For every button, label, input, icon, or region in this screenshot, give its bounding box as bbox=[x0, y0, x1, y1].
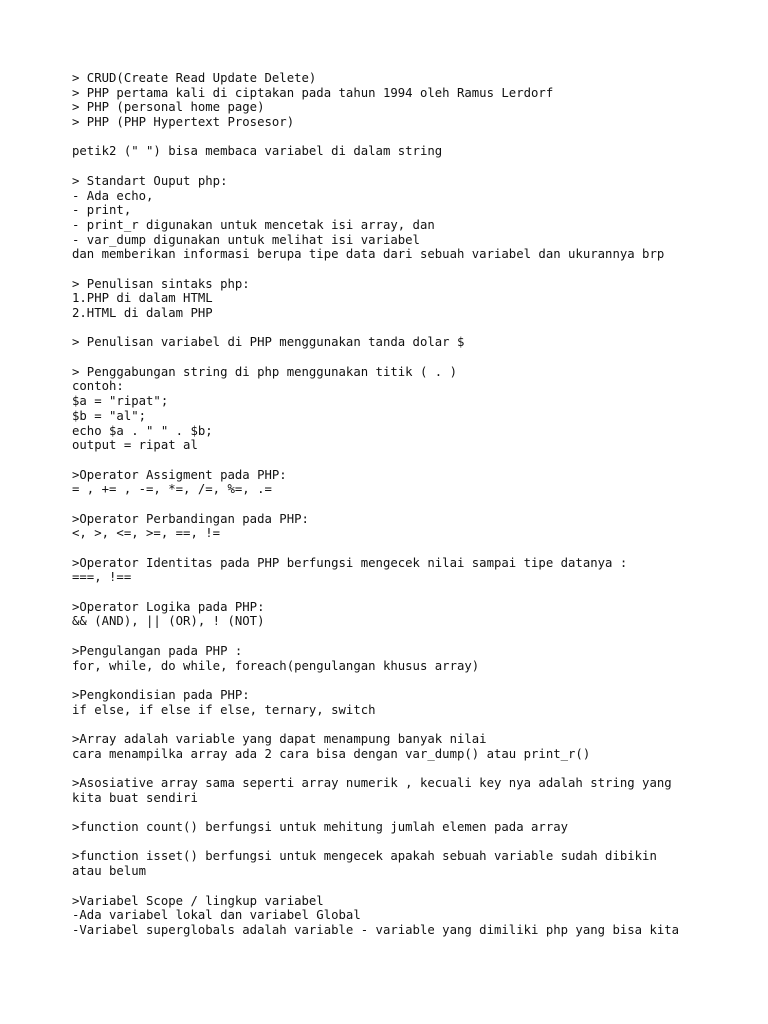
blank-line bbox=[72, 541, 762, 556]
text-line: kita buat sendiri bbox=[72, 790, 198, 805]
text-line: = , += , -=, *=, /=, %=, .= bbox=[72, 482, 272, 497]
text-line: - var_dump digunakan untuk melihat isi variabel bbox=[72, 232, 420, 247]
text-line: > PHP pertama kali di ciptakan pada tahun 1994 oleh Ramus Lerdorf bbox=[72, 85, 554, 100]
text-line: >Operator Perbandingan pada PHP: bbox=[72, 511, 309, 526]
text-line: - print, bbox=[72, 203, 132, 218]
blank-line bbox=[72, 453, 762, 468]
text-line: > Standart Ouput php: bbox=[72, 173, 228, 188]
text-line: 2.HTML di dalam PHP bbox=[72, 306, 213, 320]
blank-line bbox=[72, 673, 762, 688]
text-line: > PHP (personal home page) bbox=[72, 100, 265, 115]
text-line: >Operator Logika pada PHP: bbox=[72, 599, 265, 614]
blank-line bbox=[72, 835, 762, 850]
text-line: 1.PHP di dalam HTML bbox=[72, 291, 213, 306]
blank-line bbox=[72, 497, 762, 512]
blank-line bbox=[72, 321, 762, 336]
text-line: > Penggabungan string di php menggunakan titik ( . ) bbox=[72, 364, 457, 379]
text-line: > CRUD(Create Read Update Delete) bbox=[72, 71, 317, 85]
text-line: >Array adalah variable yang dapat menampung banyak nilai bbox=[72, 731, 487, 746]
text-line: if else, if else if else, ternary, switch bbox=[72, 702, 376, 717]
text-line: output = ripat al bbox=[72, 438, 198, 453]
text-line: <, >, <=, >=, ==, != bbox=[72, 526, 221, 541]
blank-line bbox=[72, 262, 762, 277]
text-line: dan memberikan informasi berupa tipe data dari sebuah variabel dan ukurannya brp bbox=[72, 247, 665, 262]
text-line: - Ada echo, bbox=[72, 188, 154, 203]
blank-line bbox=[72, 585, 762, 600]
text-line: >Operator Assigment pada PHP: bbox=[72, 467, 287, 482]
text-line: >function count() berfungsi untuk mehitung jumlah elemen pada array bbox=[72, 820, 569, 835]
blank-line bbox=[72, 629, 762, 644]
blank-line bbox=[72, 805, 762, 820]
blank-line bbox=[72, 130, 762, 145]
text-line: - print_r digunakan untuk mencetak isi array, dan bbox=[72, 217, 435, 232]
text-line: > Penulisan sintaks php: bbox=[72, 276, 250, 291]
text-line: >Pengkondisian pada PHP: bbox=[72, 687, 250, 702]
text-line: && (AND), || (OR), ! (NOT) bbox=[72, 614, 265, 629]
text-line: -Variabel superglobals adalah variable - variable yang dimiliki php yang bisa kita bbox=[72, 922, 680, 937]
text-line: >function isset() berfungsi untuk mengecek apakah sebuah variable sudah dibikin bbox=[72, 849, 657, 864]
text-line: >Variabel Scope / lingkup variabel bbox=[72, 893, 324, 908]
text-line: $b = "al"; bbox=[72, 408, 147, 423]
document-page bbox=[72, 71, 762, 938]
text-line: -Ada variabel lokal dan variabel Global bbox=[72, 908, 361, 923]
blank-line bbox=[72, 717, 762, 732]
text-line: for, while, do while, foreach(pengulangan khusus array) bbox=[72, 658, 480, 673]
text-line: atau belum bbox=[72, 864, 147, 879]
text-line: echo $a . " " . $b; bbox=[72, 423, 213, 438]
blank-line bbox=[72, 159, 762, 174]
text-line: >Operator Identitas pada PHP berfungsi mengecek nilai sampai tipe datanya : bbox=[72, 555, 628, 570]
text-line: contoh: bbox=[72, 379, 124, 394]
text-line: $a = "ripat"; bbox=[72, 394, 169, 409]
text-line: petik2 (" ") bisa membaca variabel di dalam string bbox=[72, 144, 443, 159]
text-line: > Penulisan variabel di PHP menggunakan tanda dolar $ bbox=[72, 335, 465, 350]
text-line: ===, !== bbox=[72, 570, 132, 585]
blank-line bbox=[72, 879, 762, 894]
text-line: >Asosiative array sama seperti array numerik , kecuali key nya adalah string yang bbox=[72, 776, 672, 790]
text-line: >Pengulangan pada PHP : bbox=[72, 643, 243, 658]
blank-line bbox=[72, 761, 762, 776]
text-line: cara menampilka array ada 2 cara bisa dengan var_dump() atau print_r() bbox=[72, 746, 591, 761]
text-line: > PHP (PHP Hypertext Prosesor) bbox=[72, 115, 295, 130]
blank-line bbox=[72, 350, 762, 365]
